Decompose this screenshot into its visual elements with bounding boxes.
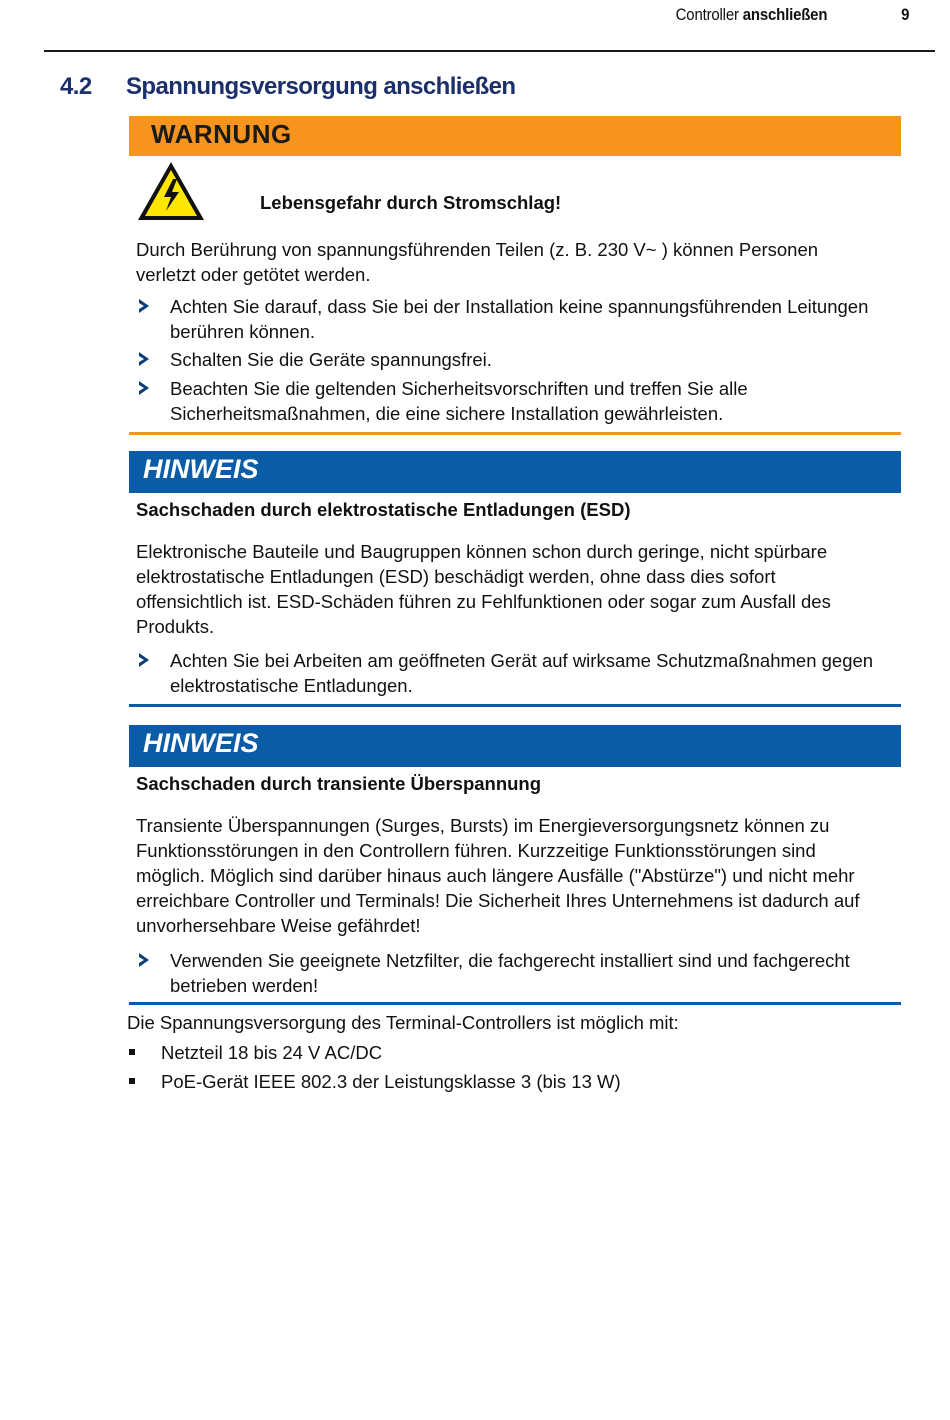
- running-title: [675, 5, 827, 25]
- hint-esd-label: HINWEIS: [143, 454, 259, 484]
- warning-action-1-line-2: berühren können.: [170, 321, 316, 342]
- section-heading: [60, 73, 515, 101]
- hint-surge-body-line-4: erreichbare Controller und Terminals! Die Sicherheit Ihres Unternehmens ist dadurch auf: [136, 890, 860, 911]
- page-header: [44, 0, 935, 52]
- hint-esd-body-line-2: elektrostatische Entladungen (ESD) beschädigt werden, ohne dass dies sofort: [136, 566, 776, 587]
- page-number: 9: [900, 5, 909, 24]
- supply-intro: Die Spannungsversorgung des Terminal-Controllers ist möglich mit:: [127, 1012, 679, 1033]
- chevron-right-icon: [136, 952, 152, 968]
- warning-headline: Lebensgefahr durch Stromschlag!: [260, 192, 562, 213]
- hint-esd-headline: Sachschaden durch elektrostatische Entladungen (ESD): [136, 499, 631, 520]
- list-bullet: [129, 1078, 135, 1084]
- electrical-hazard-icon: [135, 159, 207, 223]
- warning-end-rule: [129, 432, 901, 435]
- hint-surge-body-line-3: möglich. Möglich sind darüber hinaus auch längere Ausfälle ("Abstürze") und nicht mehr: [136, 865, 855, 886]
- hint-esd-action-1-line-2: elektrostatische Entladungen.: [170, 675, 413, 696]
- hint-esd-action-1-line-1: Achten Sie bei Arbeiten am geöffneten Gerät auf wirksame Schutzmaßnahmen gegen: [170, 650, 874, 671]
- hint-surge-banner: [129, 725, 901, 767]
- list-bullet: [129, 1049, 135, 1055]
- chevron-right-icon: [136, 380, 152, 396]
- hint-surge-action-1-line-2: betrieben werden!: [170, 975, 319, 996]
- hint-esd-body-line-1: Elektronische Bauteile und Baugruppen können schon durch geringe, nicht spürbare: [136, 541, 828, 562]
- hint-esd-body-line-4: Produkts.: [136, 616, 215, 637]
- warning-action-2-line-1: Schalten Sie die Geräte spannungsfrei.: [170, 349, 492, 370]
- running-title-plain: Controller: [675, 5, 739, 24]
- chevron-right-icon: [136, 351, 152, 367]
- hint-esd-body-line-3: offensichtlich ist. ESD-Schäden führen zu Fehlfunktionen oder sogar zum Ausfall des: [136, 591, 831, 612]
- chevron-right-icon: [136, 652, 152, 668]
- hint-surge-body-line-5: unvorhersehbare Weise gefährdet!: [136, 915, 421, 936]
- warning-action-3-line-1: Beachten Sie die geltenden Sicherheitsvorschriften und treffen Sie alle: [170, 378, 748, 399]
- hint-surge-label: HINWEIS: [143, 728, 259, 758]
- warning-banner: [129, 116, 901, 156]
- hint-surge-end-rule: [129, 1002, 901, 1005]
- hint-surge-headline: Sachschaden durch transiente Überspannung: [136, 773, 542, 794]
- hint-surge-body-line-2: Funktionsstörungen in den Controllern führen. Kurzzeitige Funktionsstörungen sind: [136, 840, 816, 861]
- hint-surge-body-line-1: Transiente Überspannungen (Surges, Bursts) im Energieversorgungsnetz können zu: [136, 815, 830, 836]
- warning-label: WARNUNG: [151, 119, 292, 149]
- supply-item-2: PoE-Gerät IEEE 802.3 der Leistungsklasse 3 (bis 13 W): [161, 1071, 621, 1092]
- supply-item-1: Netzteil 18 bis 24 V AC/DC: [161, 1042, 383, 1063]
- hint-esd-banner: [129, 451, 901, 493]
- warning-action-3-line-2: Sicherheitsmaßnahmen, die eine sichere Installation gewährleisten.: [170, 403, 724, 424]
- running-title-bold: anschließen: [742, 5, 827, 24]
- section-number: 4.2: [60, 73, 92, 100]
- warning-body-line-2: verletzt oder getötet werden.: [136, 264, 371, 285]
- warning-action-1-line-1: Achten Sie darauf, dass Sie bei der Installation keine spannungsführenden Leitungen: [170, 296, 869, 317]
- chevron-right-icon: [136, 298, 152, 314]
- warning-body-line-1: Durch Berührung von spannungsführenden Teilen (z. B. 230 V~ ) können Personen: [136, 239, 819, 260]
- section-title: Spannungsversorgung anschließen: [126, 73, 516, 100]
- hint-surge-action-1-line-1: Verwenden Sie geeignete Netzfilter, die fachgerecht installiert sind und fachgerecht: [170, 950, 850, 971]
- hint-esd-end-rule: [129, 704, 901, 707]
